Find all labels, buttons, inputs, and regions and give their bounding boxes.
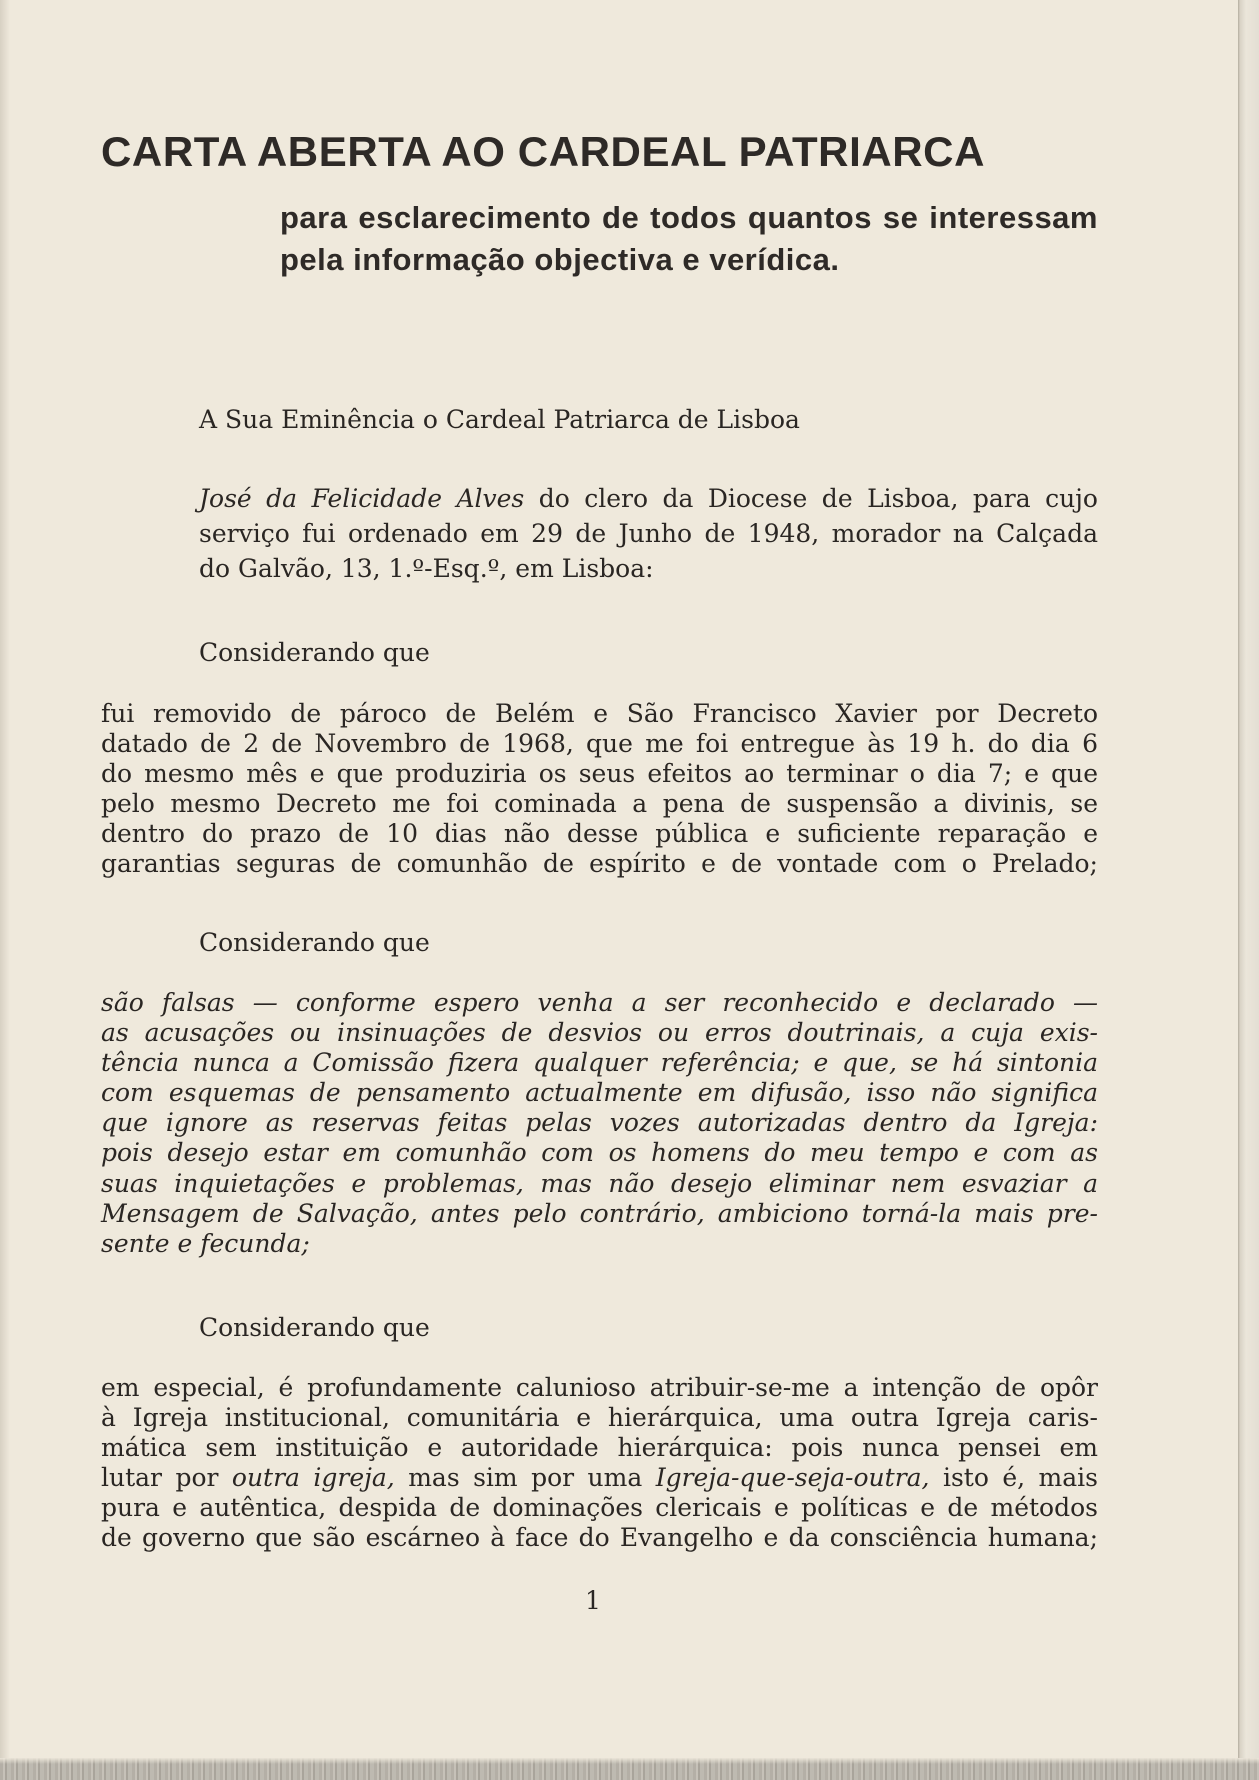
body-line bbox=[101, 1018, 1098, 1048]
body-line-text: dentro do prazo de 10 dias não desse pública e suficiente reparação e bbox=[101, 819, 1098, 848]
body-line bbox=[101, 789, 1098, 819]
body-line bbox=[101, 729, 1098, 759]
body-line bbox=[101, 1169, 1098, 1199]
body-line bbox=[101, 819, 1098, 849]
body-line-text: datado de 2 de Novembro de 1968, que me foi entregue às 19 h. do dia 6 bbox=[101, 729, 1098, 758]
page-right-edge bbox=[1238, 0, 1259, 1780]
body-line bbox=[101, 1048, 1098, 1078]
body-line bbox=[101, 1433, 1098, 1463]
section-heading: Considerando que bbox=[199, 928, 430, 957]
body-line-text: serviço fui ordenado em 29 de Junho de 1948, morador na Calçada bbox=[199, 519, 1098, 548]
body-line-text: do Galvão, 13, 1.º-Esq.º, em Lisboa: bbox=[199, 554, 654, 583]
body-line-text: do clero da Diocese de Lisboa, para cujo bbox=[524, 484, 1098, 513]
body-line-text: as acusações ou insinuações de desvios ou erros doutrinais, a cuja exis- bbox=[101, 1018, 1098, 1048]
body-line-text: mas sim por uma bbox=[394, 1463, 656, 1492]
body-line-text: de governo que são escárneo à face do Evangelho e da consciência humana; bbox=[101, 1523, 1098, 1552]
subtitle-text: pela informação objectiva e verídica. bbox=[280, 242, 840, 277]
document-title bbox=[101, 128, 985, 176]
body-line bbox=[199, 516, 1098, 551]
body-line bbox=[101, 1229, 1098, 1259]
body-line-text: à Igreja institucional, comunitária e hierárquica, uma outra Igreja caris- bbox=[101, 1403, 1098, 1432]
body-line bbox=[101, 1138, 1098, 1168]
body-line-text: isto é, mais bbox=[929, 1463, 1098, 1492]
intro-paragraph bbox=[199, 481, 1098, 586]
body-line bbox=[101, 1078, 1098, 1108]
section-paragraph-italic bbox=[101, 988, 1098, 1259]
body-line bbox=[101, 1373, 1098, 1403]
body-line-text: pois desejo estar em comunhão com os homens do meu tempo e com as bbox=[101, 1138, 1098, 1168]
body-line-text: mática sem instituição e autoridade hierárquica: pois nunca pensei em bbox=[101, 1433, 1098, 1462]
body-line bbox=[101, 1108, 1098, 1138]
body-line bbox=[101, 1493, 1098, 1523]
body-line-text: fui removido de pároco de Belém e São Francisco Xavier por Decreto bbox=[101, 699, 1098, 728]
body-line-text: pelo mesmo Decreto me foi cominada a pena de suspensão a divinis, se bbox=[101, 789, 1098, 818]
section-paragraph bbox=[101, 1373, 1098, 1553]
body-line-text: com esquemas de pensamento actualmente em difusão, isso não significa bbox=[101, 1078, 1098, 1108]
body-line-text: garantias seguras de comunhão de espírito e de vontade com o Prelado; bbox=[101, 849, 1098, 878]
page-number: 1 bbox=[585, 1586, 601, 1615]
emphasis-text: outra igreja, bbox=[231, 1463, 395, 1492]
body-line-text: tência nunca a Comissão fizera qualquer referência; e que, se há sintonia bbox=[101, 1048, 1098, 1078]
document-title-text: CARTA ABERTA AO CARDEAL PATRIARCA bbox=[101, 128, 985, 175]
body-line bbox=[101, 1523, 1098, 1553]
subtitle-line bbox=[280, 239, 1098, 281]
body-line-text: lutar por bbox=[101, 1463, 232, 1492]
body-line-text: em especial, é profundamente calunioso atribuir-se-me a intenção de opôr bbox=[101, 1373, 1098, 1402]
author-name: José da Felicidade Alves bbox=[199, 484, 525, 513]
body-line-text: pura e autêntica, despida de dominações clericais e políticas e de métodos bbox=[101, 1493, 1098, 1522]
emphasis-text: Igreja-que-seja-outra, bbox=[655, 1463, 930, 1492]
body-line bbox=[101, 849, 1098, 879]
body-line bbox=[199, 551, 1098, 586]
body-line-text: do mesmo mês e que produziria os seus efeitos ao terminar o dia 7; e que bbox=[101, 759, 1098, 788]
body-line bbox=[101, 988, 1098, 1018]
document-subtitle bbox=[280, 197, 1098, 281]
subtitle-text: para esclarecimento de todos quantos se interessam bbox=[280, 200, 1098, 235]
body-line-text: sente e fecunda; bbox=[101, 1228, 310, 1258]
section-paragraph bbox=[101, 699, 1098, 879]
section-heading: Considerando que bbox=[199, 1313, 430, 1342]
addressee-line: A Sua Eminência o Cardeal Patriarca de Lisboa bbox=[199, 405, 800, 434]
body-line-text: Mensagem de Salvação, antes pelo contrário, ambiciono torná-la mais pre- bbox=[101, 1198, 1098, 1228]
scan-bottom-border bbox=[0, 1758, 1259, 1780]
body-line bbox=[101, 699, 1098, 729]
body-line bbox=[199, 481, 1098, 516]
body-line-text: que ignore as reservas feitas pelas vozes autorizadas dentro da Igreja: bbox=[101, 1108, 1098, 1138]
page-left-shadow bbox=[0, 0, 10, 1780]
body-line-text: suas inquietações e problemas, mas não desejo eliminar nem esvaziar a bbox=[101, 1168, 1098, 1198]
body-line bbox=[101, 1199, 1098, 1229]
body-line-text: são falsas — conforme espero venha a ser reconhecido e declarado — bbox=[101, 988, 1098, 1017]
body-line bbox=[101, 759, 1098, 789]
body-line bbox=[101, 1463, 1098, 1493]
section-heading: Considerando que bbox=[199, 638, 430, 667]
subtitle-line bbox=[280, 197, 1098, 239]
body-line bbox=[101, 1403, 1098, 1433]
